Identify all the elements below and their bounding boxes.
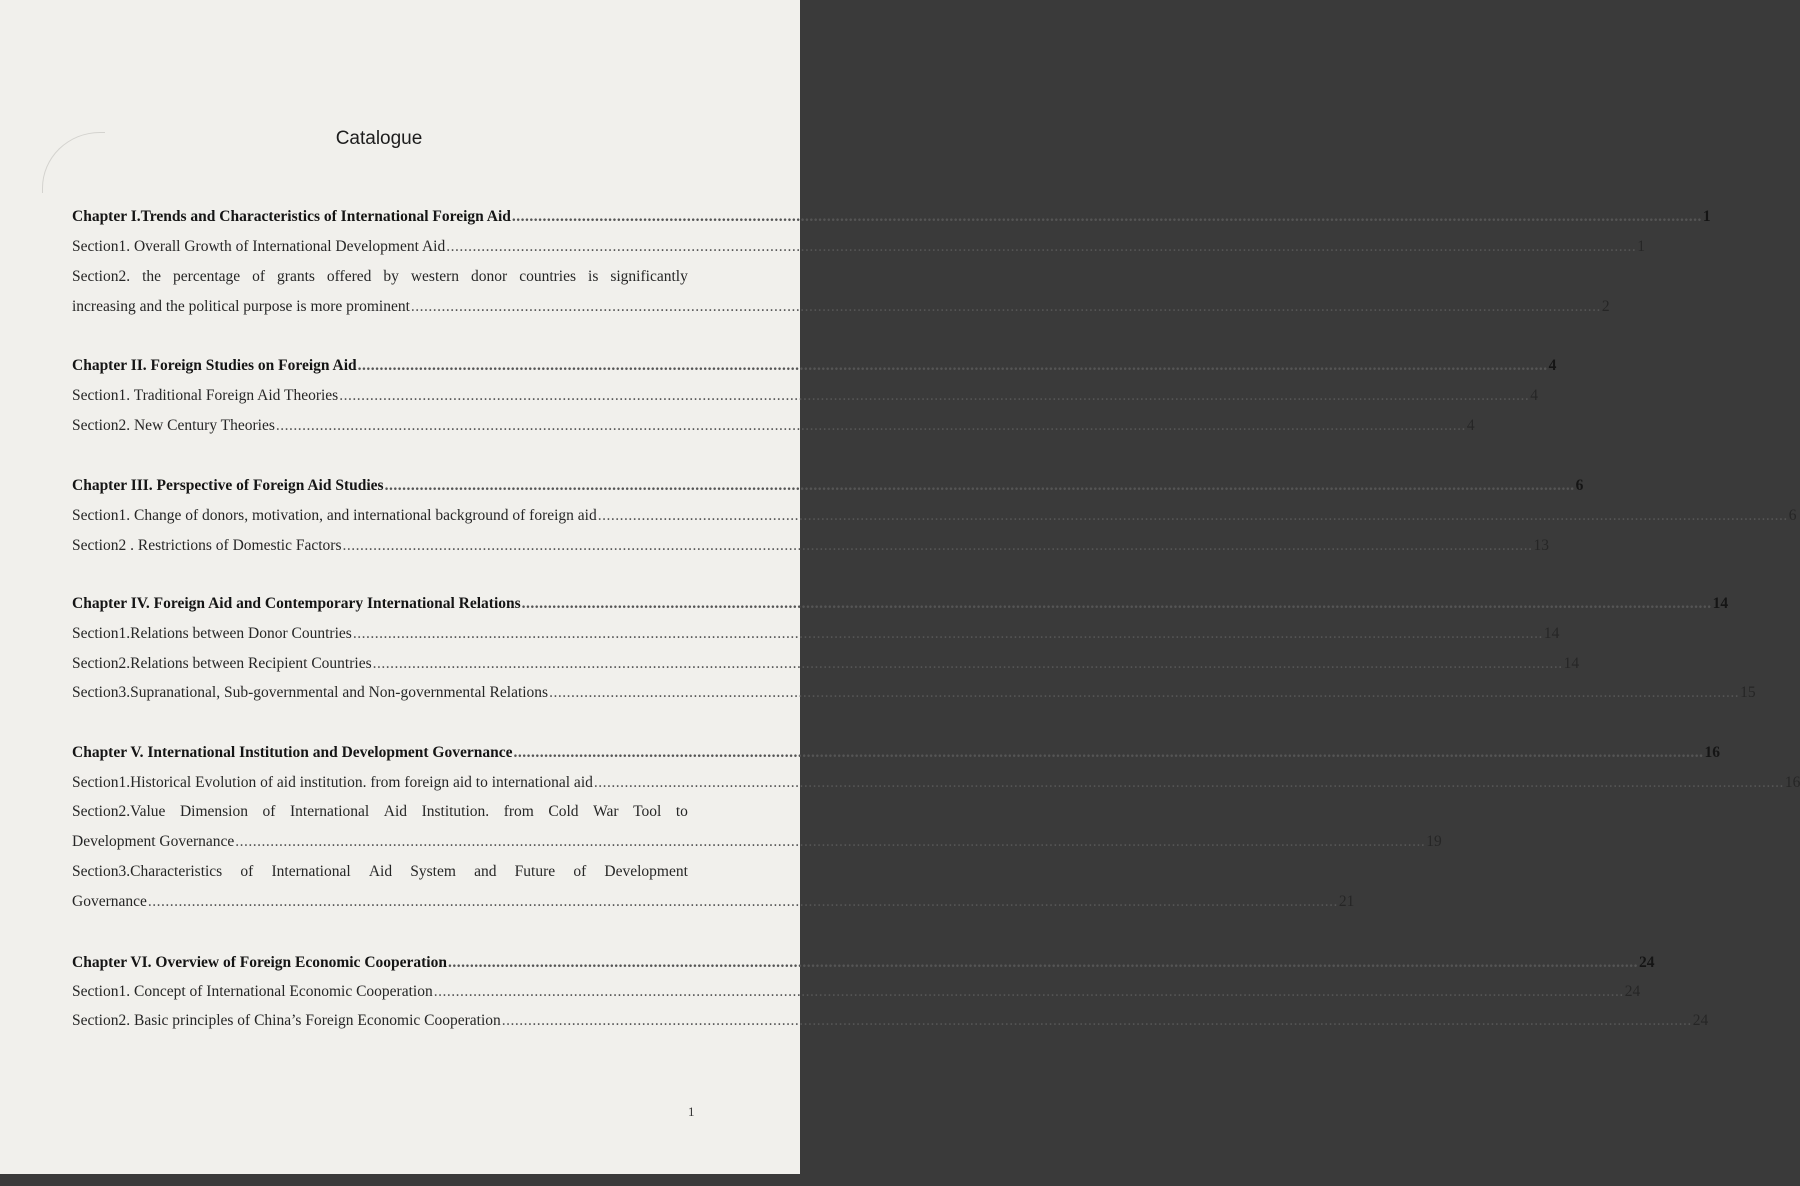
toc-leader: [385, 477, 1575, 495]
toc-section-2-2[interactable]: [72, 417, 1475, 439]
toc-word: donor: [471, 268, 508, 285]
toc-entry-page: 4: [1548, 357, 1557, 374]
toc-entry-title: Section1. Change of donors, motivation, and international background of foreign aid: [72, 507, 597, 524]
toc-section-1-1[interactable]: [72, 238, 1645, 260]
toc-section-6-2[interactable]: [72, 1012, 1709, 1034]
toc-entry-page: 6: [1788, 507, 1797, 524]
toc-section-3-2[interactable]: [72, 537, 1549, 559]
toc-word: by: [383, 268, 399, 285]
toc-entry-page: 4: [1466, 417, 1475, 434]
toc-word: Development: [604, 863, 688, 880]
toc-word: War: [593, 803, 619, 820]
toc-entry-title: Section1.Relations between Donor Countries: [72, 625, 352, 642]
toc-section-5-2-line-2[interactable]: [72, 833, 1442, 855]
toc-entry-page: 19: [1426, 833, 1442, 850]
toc-leader: [434, 983, 1624, 1001]
toc-section-3-1[interactable]: [72, 507, 1797, 529]
toc-section-1-2-line-1[interactable]: [72, 268, 688, 290]
toc-word: countries: [519, 268, 577, 285]
toc-entry-title: Section2. New Century Theories: [72, 417, 275, 434]
toc-section-5-1[interactable]: [72, 774, 1800, 796]
toc-word: Tool: [633, 803, 662, 820]
toc-word: International: [271, 863, 351, 880]
toc-entry-page: 24: [1638, 954, 1655, 971]
toc-leader: [343, 537, 1533, 555]
toc-chapter-5[interactable]: [72, 744, 1720, 766]
toc-entry-title: Section2. Basic principles of China’s Foreign Economic Cooperation: [72, 1012, 501, 1029]
toc-entry-page: 15: [1740, 684, 1756, 701]
toc-word: of: [252, 268, 266, 285]
toc-section-4-1[interactable]: [72, 625, 1560, 647]
toc-leader: [235, 833, 1425, 851]
toc-word: Aid: [368, 863, 393, 880]
toc-word: and: [474, 863, 497, 880]
toc-leader: [512, 208, 1702, 226]
toc-entry-page: 6: [1575, 477, 1584, 494]
toc-chapter-1[interactable]: [72, 208, 1711, 230]
toc-word: Section2.Value: [72, 803, 166, 820]
toc-chapter-4[interactable]: [72, 595, 1729, 617]
toc-entry-title: Chapter VI. Overview of Foreign Economic Cooperation: [72, 954, 447, 971]
toc-leader: [358, 357, 1548, 375]
toc-entry-title: increasing and the political purpose is more prominent: [72, 298, 410, 315]
toc-word: Future: [514, 863, 556, 880]
toc-entry-title: Chapter III. Perspective of Foreign Aid Studies: [72, 477, 384, 494]
toc-leader: [446, 238, 1636, 256]
toc-entry-title: Chapter II. Foreign Studies on Foreign Aid: [72, 357, 357, 374]
toc-entry-page: 14: [1543, 625, 1560, 642]
page-number: 1: [688, 1104, 695, 1119]
toc-section-5-2-line-1[interactable]: [72, 803, 688, 825]
toc-leader: [549, 684, 1739, 702]
toc-leader: [598, 507, 1788, 525]
toc-entry-page: 13: [1533, 537, 1549, 554]
toc-entry-title: Section3.Supranational, Sub-governmental and Non-governmental Relations: [72, 684, 549, 701]
toc-leader: [448, 954, 1638, 972]
toc-word: the: [142, 268, 162, 285]
toc-word: significantly: [610, 268, 688, 285]
toc-word: Section3.Characteristics: [72, 863, 223, 880]
toc-leader: [373, 655, 1563, 673]
toc-leader: [594, 774, 1784, 792]
toc-leader: [339, 387, 1529, 405]
toc-entry-page: 14: [1712, 595, 1729, 612]
toc-leader: [353, 625, 1543, 643]
toc-entry-page: 16: [1704, 744, 1720, 761]
toc-entry-page: 21: [1338, 893, 1355, 910]
toc-section-4-2[interactable]: [72, 655, 1580, 677]
toc-entry-page: 1: [1637, 238, 1645, 255]
toc-word: of: [262, 803, 276, 820]
toc-word: to: [675, 803, 688, 820]
toc-word: western: [410, 268, 460, 285]
toc-word: Cold: [548, 803, 579, 820]
toc-entry-title: Section1. Overall Growth of International Development Aid: [72, 238, 446, 255]
toc-section-4-3[interactable]: [72, 684, 1756, 706]
toc-leader: [276, 417, 1466, 435]
toc-entry-page: 1: [1702, 208, 1711, 225]
toc-entry-title: Chapter I.Trends and Characteristics of International Foreign Aid: [72, 208, 511, 225]
toc-word: of: [573, 863, 587, 880]
toc-word: of: [240, 863, 254, 880]
toc-word: grants: [277, 268, 315, 285]
toc-entry-title: Chapter V. International Institution and Development Governance: [72, 744, 513, 761]
toc-entry-page: 14: [1563, 655, 1580, 672]
toc-leader: [502, 1012, 1692, 1030]
page-title: Catalogue: [335, 128, 423, 149]
toc-section-5-3-line-1[interactable]: [72, 863, 688, 885]
toc-word: International: [290, 803, 370, 820]
toc-entry-page: 4: [1530, 387, 1538, 404]
toc-word: percentage: [173, 268, 241, 285]
toc-entry-title: Section1. Concept of International Economic Cooperation: [72, 983, 433, 1000]
toc-entry-title: Section1.Historical Evolution of aid institution. from foreign aid to international aid: [72, 774, 593, 791]
toc-word: Section2.: [72, 268, 131, 285]
toc-word: Aid: [383, 803, 408, 820]
toc-entry-title: Development Governance: [72, 833, 235, 850]
toc-section-5-3-line-2[interactable]: [72, 893, 1355, 915]
toc-entry-page: 24: [1624, 983, 1641, 1000]
toc-word: offered: [326, 268, 372, 285]
toc-leader: [522, 595, 1712, 613]
toc-leader: [148, 893, 1338, 911]
toc-chapter-6[interactable]: [72, 954, 1655, 976]
toc-entry-title: Section2 . Restrictions of Domestic Factors: [72, 537, 342, 554]
toc-word: from: [503, 803, 534, 820]
toc-section-1-2-line-2[interactable]: [72, 298, 1610, 320]
toc-leader: [514, 744, 1704, 762]
toc-leader: [411, 298, 1601, 316]
toc-chapter-3[interactable]: [72, 477, 1584, 499]
toc-word: System: [410, 863, 456, 880]
toc-entry-title: Section1. Traditional Foreign Aid Theories: [72, 387, 339, 404]
toc-section-6-1[interactable]: [72, 983, 1641, 1005]
toc-chapter-2[interactable]: [72, 357, 1557, 379]
toc-section-2-1[interactable]: [72, 387, 1538, 409]
toc-word: Dimension: [179, 803, 248, 820]
toc-entry-title: Chapter IV. Foreign Aid and Contemporary International Relations: [72, 595, 521, 612]
toc-entry-page: 2: [1601, 298, 1610, 315]
toc-word: Institution.: [421, 803, 490, 820]
toc-entry-page: 16: [1784, 774, 1800, 791]
toc-entry-title: Governance: [72, 893, 147, 910]
toc-word: is: [588, 268, 599, 285]
toc-entry-page: 24: [1692, 1012, 1709, 1029]
toc-entry-title: Section2.Relations between Recipient Countries: [72, 655, 372, 672]
